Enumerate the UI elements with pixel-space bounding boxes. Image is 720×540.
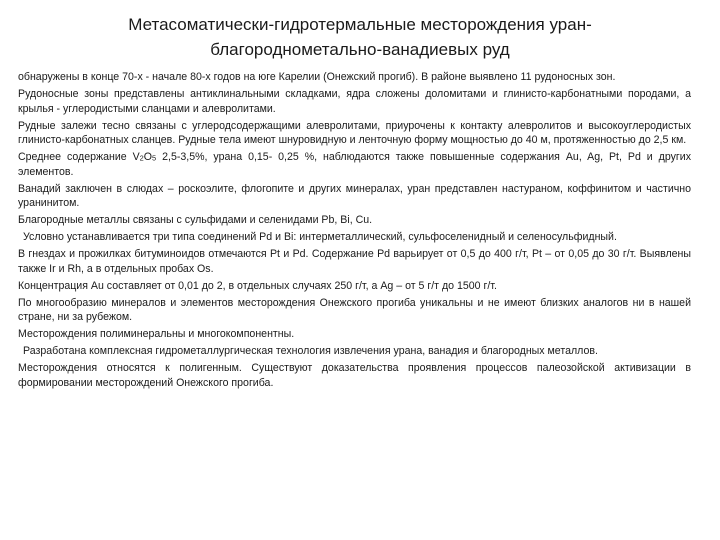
paragraph-technology: Разработана комплексная гидрометаллургическая технология извлечения урана, ванадия и благородных металлов. xyxy=(23,345,598,358)
title-line-2: благороднометально-ванадиевых руд xyxy=(210,40,510,59)
content-text-after: 2,5-3,5%, урана 0,15- 0,25 %, наблюдаются также повышенные содержания Au, Ag, Pt, Pd и других элементов. xyxy=(18,151,691,178)
paragraph-gold-silver: Концентрация Au составляет от 0,01 до 2, в отдельных случаях 250 г/т, а Ag – от 5 г/т до 1500 г/т. xyxy=(18,279,497,292)
paragraph-bitumoids: В гнездах и прожилках битуминоидов отмечаются Pt и Pd. Содержание Pd варьирует от 0,5 до 400 г/т, Pt – от 0,05 до 30 г/т. Выявлены также Ir и Rh, а в отдельных пробах Os. xyxy=(18,248,691,275)
paragraph-compound-types: Условно устанавливается три типа соединений Pd и Bi: интерметаллический, сульфоселенидный и селеносульфидный. xyxy=(23,231,617,244)
paragraph-polygenic: Месторождения относятся к полигенным. Существуют доказательства проявления процессов палеозойской активизации в формировании месторождений Онежского прогиба. xyxy=(18,362,691,389)
paragraph-ore-zones: Рудоносные зоны представлены антиклинальными складками, ядра сложены доломитами и глинисто-карбонатными породами, а крылья - углеродистыми сланцами и алевролитами. xyxy=(18,87,691,115)
subscript-5: 5 xyxy=(152,153,157,163)
paragraph-discovery: обнаружены в конце 70-х - начале 80-х годов на юге Карелии (Онежский прогиб). В районе выявлено 11 рудоносных зон. xyxy=(18,71,616,83)
content-text-before: Среднее содержание V xyxy=(18,151,140,164)
slide-title xyxy=(60,12,660,62)
paragraph-ore-deposits: Рудные залежи тесно связаны с углеродсодержащими алевролитами, приурочены к контакту алевролитов и высокоуглеродистых глинисто-карбонатных сланцев. Рудные тела имеют шнуровидную и ленточную форму мощностью до 40 м, протяженностью до 2,5 км. xyxy=(18,119,691,147)
content-text-o: O xyxy=(143,151,153,164)
paragraph-average-content xyxy=(18,150,691,179)
paragraph-multicomponent: Месторождения полиминеральны и многокомпонентны. xyxy=(18,328,295,341)
paragraph-vanadium: Ванадий заключен в слюдах – роскоэлите, флогопите и других минералах, уран представлен настураном, коффинитом и частично уранинитом. xyxy=(18,182,691,210)
paragraph-noble-metals: Благородные металлы связаны с сульфидами и селенидами Pb, Bi, Cu. xyxy=(18,214,373,227)
subscript-2: 2 xyxy=(139,153,144,163)
paragraph-uniqueness: По многообразию минералов и элементов месторождения Онежского прогиба уникальны и не имеют близких аналогов ни в нашей стране, ни за рубежом. xyxy=(18,296,691,324)
title-line-1: Метасоматически-гидротермальные месторождения уран- xyxy=(128,15,592,34)
slide-body xyxy=(18,70,691,393)
